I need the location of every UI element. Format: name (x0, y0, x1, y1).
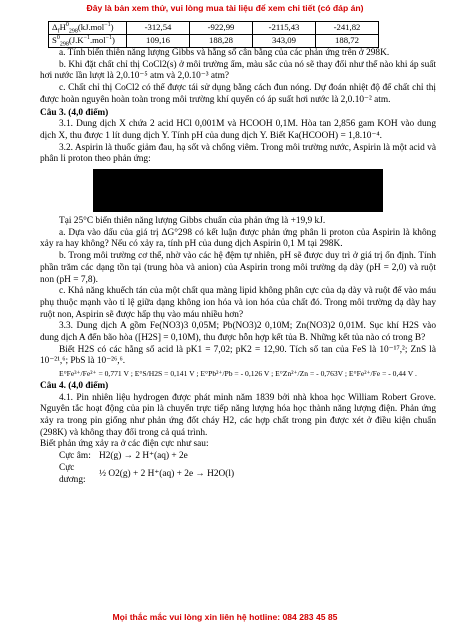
table-row (49, 22, 379, 35)
question-3-3: 3.3. Dung dịch A gồm Fe(NO3)3 0,05M; Pb(NO3)2 0,10M; Zn(NO3)2 0,01M. Sục khí H2S vào dung dịch A đến bão hòa ([H2S] = 0,10M), thu được hỗn hợp kết tủa B. Những kết tủa nào có trong B? (40, 321, 436, 344)
question-4-1: 4.1. Pin nhiên liệu hydrogen được phát minh năm 1839 bởi nhà khoa học William Robert Grove. Nguyên tắc hoạt động của pin là chuyển trực tiếp năng lượng hóa học thành năng lượng điện. Phản ứng xảy ra trong pin giống như phản ứng đốt cháy H2, các hợp chất trong pin được xét ở điều kiện chuẩn (298K) và không thay đổi trong cả quá trình. (40, 392, 436, 438)
solubility-data: Biết H2S có các hằng số acid là pK1 = 7,02; pK2 = 12,90. Tích số tan của FeS là 10⁻¹⁷,²; ZnS là 10⁻²¹,⁶; PbS là 10⁻²⁶,⁶. (40, 344, 436, 367)
document-content (40, 21, 436, 486)
table-row (49, 35, 379, 48)
table-cell: -2115,43 (253, 22, 316, 35)
hotline-footer: Mọi thắc mắc vui lòng xin liên hệ hotline: 084 283 45 85 (112, 612, 338, 622)
table-cell: $\Delta_fH^0_{298}(kJ.mol^{-1})$ (49, 22, 127, 35)
question-3-2-b: b. Trong môi trường cơ thể, nhờ vào các hệ đệm tự nhiên, pH sẽ được duy trì ở giá trị ổn định. Tính phần trăm các dạng tồn tại (trung hòa và anion) của Aspirin trong môi trường dạ dày (pH = 2,0) và ruột non (pH = 7,8). (40, 251, 436, 285)
question-b: b. Khi đặt chất chỉ thị CoCl2(s) ở môi trường ẩm, màu sắc của nó sẽ thay đổi như thế nào khi áp suất hơi nước lần lượt là 2,0.10⁻⁵ atm và 2,0.10⁻³ atm? (40, 59, 436, 82)
table-cell: 343,09 (253, 35, 316, 48)
anode-equation (59, 451, 436, 463)
table-cell: -241,82 (316, 22, 379, 35)
cathode-label: Cực dương: (59, 462, 86, 485)
section-heading-cau4: Câu 4. (4,0 điểm) (40, 380, 109, 391)
gibbs-note: Tại 25°C biến thiên năng lượng Gibbs chuẩn của phản ứng là +19,9 kJ. (59, 216, 326, 227)
preview-banner: Đây là bản xem thử, vui lòng mua tài liệu để xem chi tiết (có đáp án) (86, 3, 364, 13)
question-a: a. Tính biến thiên năng lượng Gibbs và hằng số cân bằng của các phản ứng trên ở 298K. (59, 48, 390, 58)
question-3-1: 3.1. Dung dịch X chứa 2 acid HCl 0,001M và HCOOH 0,1M. Hòa tan 2,856 gam KOH vào dung dịch X, thu được 1 lít dung dịch Y. Tính pH của dung dịch Y. Biết Ka(HCOOH) = 1,8.10⁻⁴. (40, 119, 436, 141)
question-c: c. Chất chỉ thị CoCl2 có thể được tái sử dụng bằng cách đun nóng. Dự đoán nhiệt độ để chất chỉ thị được hoàn nguyên hoàn toàn trong môi trường khí quyển có áp suất hơi nước là 2,0.10⁻² atm. (40, 83, 436, 105)
question-3-2: 3.2. Aspirin là thuốc giảm đau, hạ sốt và chống viêm. Trong môi trường nước, Aspirin là một acid và phân li proton theo phản ứng: (40, 142, 436, 165)
table-cell: 188,72 (316, 35, 379, 48)
table-cell: $S^0_{298}(J.K^{-1}.mol^{-1})$ (49, 35, 127, 48)
question-3-2-a: a. Dựa vào dấu của giá trị ΔG°298 có kết luận được phản ứng phân li proton của Aspirin là không xảy ra hay không? Nếu có xảy ra, tính pH của dung dịch Aspirin 0,1 M tại 298K. (40, 227, 436, 250)
anode-label: Cực âm: (59, 451, 91, 462)
thermo-table (48, 21, 379, 48)
electrode-intro: Biết phản ứng xảy ra ở các điện cực như sau: (40, 439, 209, 450)
redacted-reaction-image (93, 169, 383, 212)
section-heading-cau3: Câu 3. (4,0 điểm) (40, 107, 109, 118)
cathode-reaction: ½ O2(g) + 2 H⁺(aq) + 2e → H2O(l) (99, 468, 235, 479)
cathode-equation (59, 463, 436, 486)
table-cell: 188,28 (190, 35, 253, 48)
electrode-potentials: E°Fe³⁺/Fe²⁺ = 0,771 V ; E°S/H2S = 0,141 V ; E°Pb²⁺/Pb = - 0,126 V ; E°Zn²⁺/Zn = - 0,763V ; E°Fe²⁺/Fe = - 0,44 V . (59, 369, 417, 379)
question-3-2-c: c. Khả năng khuếch tán của một chất qua màng lipid không phân cực của dạ dày và ruột để vào máu phụ thuộc mạnh vào tỉ lệ giữa dạng không ion hóa và ion hóa của chất đó. Trong môi trường dạ dày hay ruột non, Aspirin sẽ được hấp thụ vào máu nhiều hơn? (40, 286, 436, 320)
anode-reaction: H2(g) → 2 H⁺(aq) + 2e (99, 451, 188, 462)
table-cell: -922,99 (190, 22, 253, 35)
table-cell: -312,54 (127, 22, 190, 35)
table-cell: 109,16 (127, 35, 190, 48)
